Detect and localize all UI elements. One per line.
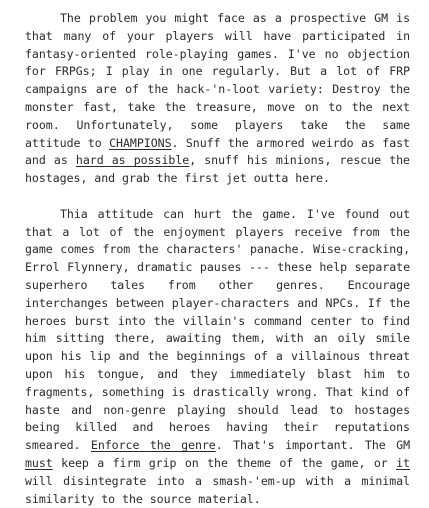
text-segment: . That's important. The GM [215, 438, 411, 453]
document-page [25, 10, 410, 508]
text-segment: The problem you might face as a prospective GM is that many of your players will have participated in fantasy-oriented role-playing games. I've no objection for FRPGs; I play in one regularly. But a lot of FRP campaigns are of the hack-'n-loot variety: Destroy the monster fast, take the treasure, move on to the next room. Unfortunately, some players take the same attitude to [25, 11, 410, 150]
text-segment: will disintegrate into a smash-'em-up with a minimal similarity to the source material. [25, 473, 410, 506]
text-segment: . Snuff the armored weirdo as fast and as [25, 135, 410, 168]
paragraph-1 [25, 10, 410, 188]
underlined-text-hard-as-possible: hard as possible [75, 153, 190, 168]
text-segment: , snuff his minions, rescue the hostages, and grab the first jet outta here. [25, 153, 410, 186]
text-segment: keep a firm grip on the theme of the game, or [52, 455, 397, 470]
paragraph-2 [25, 206, 410, 508]
text-segment: Thia attitude can hurt the game. I've found out that a lot of the enjoyment players receive from the game comes from the characters' panache. Wise-cracking, Errol Flynnery, dramatic pauses --- these help separate superhero tales from other genres. Encourage interchanges between player-characters and NPCs. If the heroes burst into the villain's command center to find him sitting there, awaiting them, with an oily smile upon his lip and the beginnings of a villainous threat upon his tongue, and they immediately blast him to fragments, something is drastically wrong. That kind of haste and non-genre playing should lead to hostages being killed and heroes having their reputations smeared. [25, 206, 410, 453]
underlined-text-enforce-the-genre: Enforce the genre [90, 438, 216, 453]
underlined-text-must: must [25, 455, 53, 470]
underlined-text-champions: CHAMPIONS [109, 135, 172, 150]
underlined-text-it: it [396, 455, 410, 470]
